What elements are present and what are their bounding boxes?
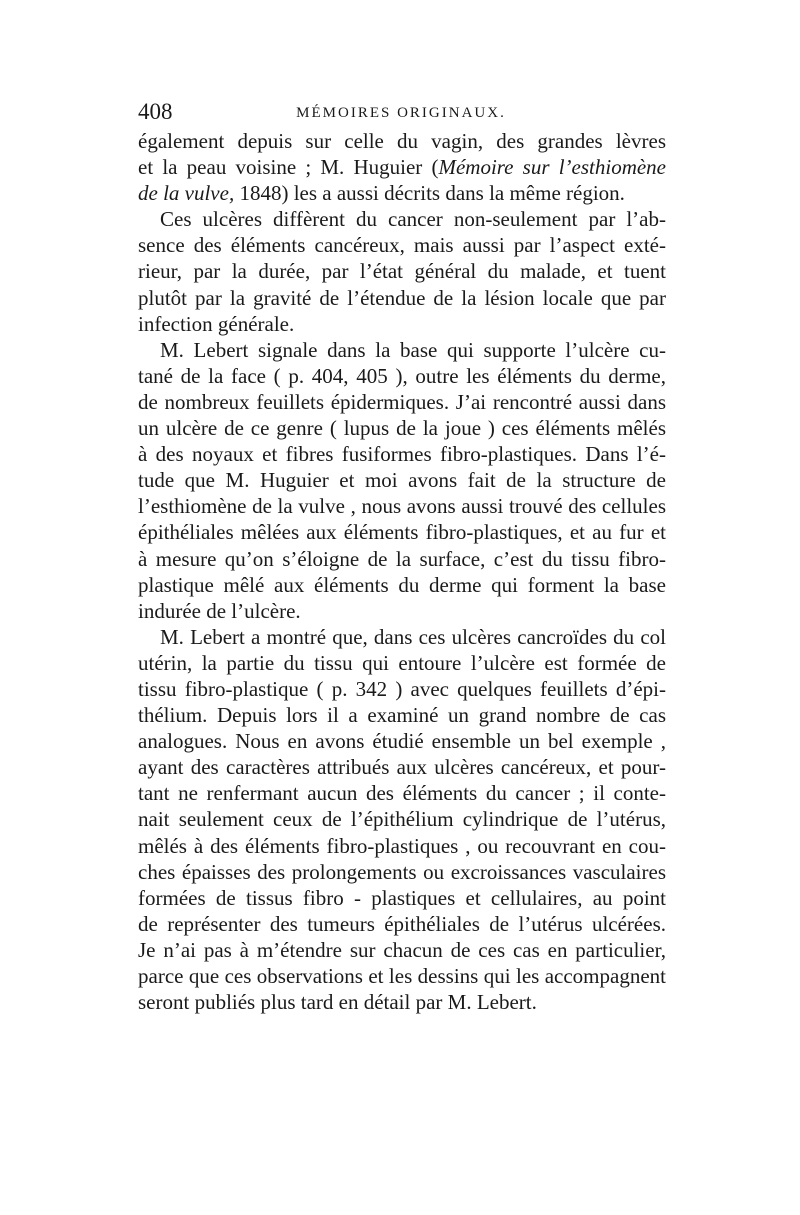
text-line: de nombreux feuillets épidermiques. J’ai rencontré aussi dans (138, 389, 666, 414)
text-line: tané de la face ( p. 404, 405 ), outre les éléments du derme, (138, 363, 666, 388)
text-line: indurée de l’ulcère. (138, 598, 301, 623)
page-number: 408 (138, 99, 173, 124)
text-run: et la peau voisine ; M. Huguier ( (138, 155, 439, 180)
text-line: sence des éléments cancéreux, mais aussi par l’aspect exté- (138, 233, 666, 258)
paragraph-first-line: Ces ulcères diffèrent du cancer non-seulement par l’ab- (160, 207, 666, 232)
text-line: tant ne renfermant aucun des éléments du cancer ; il conte- (138, 781, 666, 806)
text-line (138, 180, 666, 206)
text-line: épithéliales mêlées aux éléments fibro-plastiques, et au fur et (138, 520, 666, 545)
text-line: mêlés à des éléments fibro-plastiques , ou recouvrant en cou- (138, 833, 666, 858)
text-line: utérin, la partie du tissu qui entoure l’ulcère est formée de (138, 650, 666, 675)
text-line: également depuis sur celle du vagin, des grandes lèvres (138, 129, 666, 153)
text-line: nait seulement ceux de l’épithélium cylindrique de l’utérus, (138, 807, 666, 832)
text-line: ches épaisses des prolongements ou excroissances vasculaires (138, 859, 666, 884)
text-line: infection générale. (138, 311, 295, 336)
paragraph-first-line: M. Lebert signale dans la base qui supporte l’ulcère cu- (160, 337, 666, 362)
text-line: de représenter des tumeurs épithéliales de l’utérus ulcérées. (138, 911, 666, 936)
running-header (138, 100, 664, 124)
text-line: à des noyaux et fibres fusiformes fibro-plastiques. Dans l’é- (138, 442, 666, 467)
paragraph-first-line: M. Lebert a montré que, dans ces ulcères cancroïdes du col (160, 624, 666, 649)
text-line: plastique mêlé aux éléments du derme qui forment la base (138, 572, 666, 597)
text-line: tissu fibro-plastique ( p. 342 ) avec quelques feuillets d’épi- (138, 676, 666, 701)
text-line: l’esthiomène de la vulve , nous avons aussi trouvé des cellules (138, 494, 666, 519)
text-line: à mesure qu’on s’éloigne de la surface, c’est du tissu fibro- (138, 546, 666, 571)
italic-title: Mémoire sur l’esthiomène (438, 155, 667, 180)
running-title: MÉMOIRES ORIGINAUX. (296, 105, 506, 121)
body-text (138, 128, 666, 1015)
text-line: tude que M. Huguier et moi avons fait de la structure de (138, 468, 666, 493)
text-run: 1848) les a aussi décrits dans la même région. (234, 181, 625, 206)
text-line: Je n’ai pas à m’étendre sur chacun de ces cas en particulier, (138, 937, 666, 962)
text-line: parce que ces observations et les dessins qui les accompagnent (138, 964, 666, 988)
text-line: plutôt par la gravité de l’étendue de la lésion locale que par (138, 285, 666, 310)
text-line: rieur, par la durée, par l’état général du malade, et tuent (138, 259, 666, 284)
text-line: un ulcère de ce genre ( lupus de la joue ) ces éléments mêlés (138, 416, 666, 441)
text-line: ayant des caractères attribués aux ulcères cancéreux, et pour- (138, 755, 666, 780)
text-line (138, 154, 666, 180)
text-line: seront publiés plus tard en détail par M. Lebert. (138, 990, 537, 1015)
italic-title: de la vulve, (138, 181, 235, 206)
text-line: thélium. Depuis lors il a examiné un grand nombre de cas (138, 703, 666, 728)
text-line: formées de tissus fibro - plastiques et cellulaires, au point (138, 885, 666, 910)
text-line: analogues. Nous en avons étudié ensemble un bel exemple , (138, 729, 666, 754)
